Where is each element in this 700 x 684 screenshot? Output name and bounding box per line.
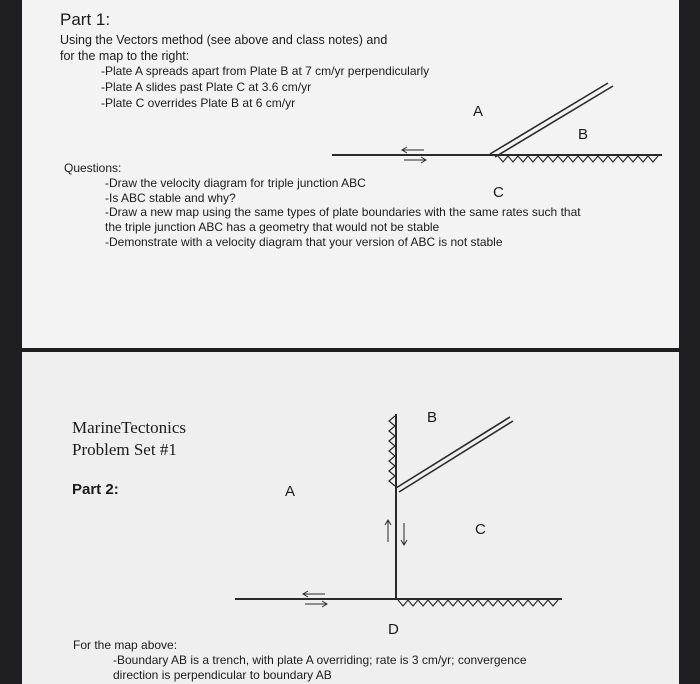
notes-intro: For the map above:: [73, 638, 178, 652]
condition-item: -Plate C overrides Plate B at 6 cm/yr: [101, 96, 296, 110]
condition-item: -Plate A slides past Plate C at 3.6 cm/yr: [101, 80, 312, 94]
part-1-heading: Part 1:: [60, 10, 111, 29]
trench-teeth-icon: [498, 156, 658, 162]
note-item: direction is perpendicular to boundary AB: [113, 668, 332, 682]
triple-junction-map-2: [22, 352, 679, 684]
map1-label-a: A: [473, 103, 484, 120]
course-title: MarineTectonics: [72, 418, 186, 437]
question-item: -Draw a new map using the same types of plate boundaries with the same rates such that: [105, 205, 581, 219]
ridge-double-line: [396, 417, 513, 492]
map2-label-a: A: [285, 483, 296, 500]
map1-label-c: C: [493, 184, 504, 201]
questions-label: Questions:: [64, 161, 122, 175]
triple-junction-map-1: [22, 0, 679, 348]
intro-line-1: Using the Vectors method (see above and class notes) and: [60, 33, 388, 47]
question-item: the triple junction ABC has a geometry that would not be stable: [105, 220, 440, 234]
map2-label-c: C: [475, 521, 486, 538]
ridge-double-line: [490, 83, 613, 157]
map2-label-d: D: [388, 621, 399, 638]
vertical-trench-teeth-icon: [389, 416, 395, 486]
problem-sheet-part-2: [22, 352, 679, 684]
question-item: -Draw the velocity diagram for triple junction ABC: [105, 176, 366, 190]
problem-sheet-part-1: [22, 0, 679, 348]
map1-label-b: B: [578, 126, 589, 143]
note-item: -Boundary AB is a trench, with plate A overriding; rate is 3 cm/yr; convergence: [113, 653, 527, 667]
map2-label-b: B: [427, 409, 438, 426]
horizontal-trench-teeth-icon: [398, 600, 558, 606]
problem-set-title: Problem Set #1: [72, 440, 177, 459]
part-2-heading: Part 2:: [72, 481, 119, 498]
intro-line-2: for the map to the right:: [60, 49, 190, 63]
condition-item: -Plate A spreads apart from Plate B at 7 cm/yr perpendicularly: [101, 64, 430, 78]
question-item: -Is ABC stable and why?: [105, 191, 236, 205]
question-item: -Demonstrate with a velocity diagram that your version of ABC is not stable: [105, 235, 503, 249]
